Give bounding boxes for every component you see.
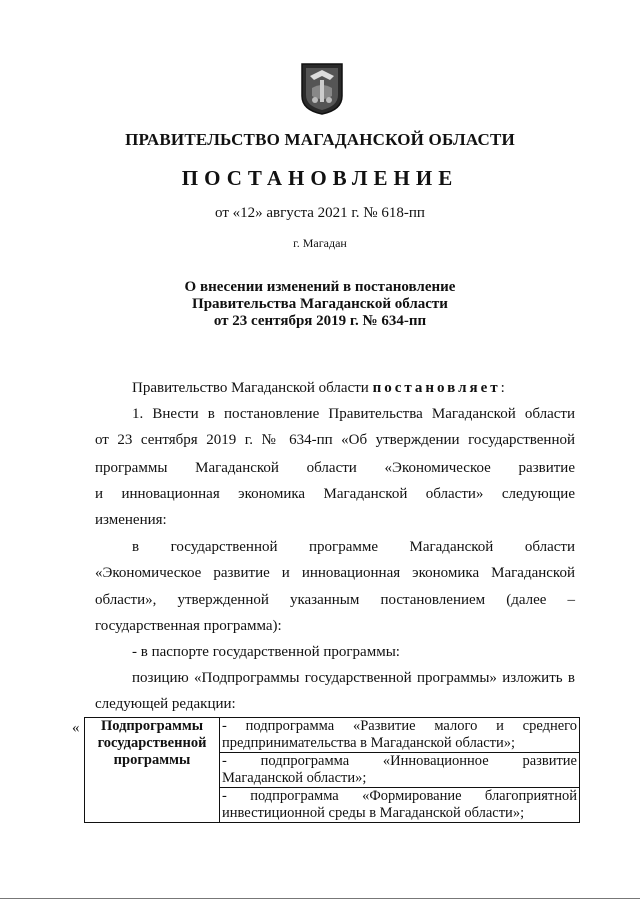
page-bottom-divider	[0, 898, 640, 899]
subprogram-item-line: Магаданской области»;	[222, 770, 367, 786]
subprogram-item-line: - подпрограмма «Инновационное развитие	[222, 753, 577, 769]
subject-line: Правительства Магаданской области	[192, 296, 448, 312]
paragraph-2-line: области», утвержденной указанным постановлением (далее –	[95, 592, 575, 608]
subprogram-item	[220, 753, 580, 788]
intro-prefix: Правительство Магаданской области	[132, 380, 373, 396]
document-date-number: от «12» августа 2021 г. № 618-пп	[215, 205, 425, 221]
paragraph-2-line: «Экономическое развитие и инновационная экономика Магаданской	[95, 565, 575, 581]
paragraph-1-line: 1. Внести в постановление Правительства Магаданской области	[132, 406, 575, 422]
government-title: ПРАВИТЕЛЬСТВО МАГАДАНСКОЙ ОБЛАСТИ	[125, 130, 515, 149]
opening-quote-mark: «	[72, 720, 80, 736]
paragraph-1-line: программы Магаданской области «Экономическое развитие	[95, 460, 575, 476]
heading-line: Подпрограммы	[100, 718, 204, 734]
document-type-title: ПОСТАНОВЛЕНИЕ	[181, 166, 459, 190]
subprogram-item	[220, 788, 580, 823]
intro-suffix: :	[500, 380, 505, 396]
subprograms-table	[84, 717, 580, 823]
paragraph-2-line: в государственной программе Магаданской области	[132, 539, 575, 555]
subprogram-item-line: инвестиционной среды в Магаданской области»;	[222, 805, 525, 821]
table-row	[85, 718, 580, 753]
paragraph-1-line: от 23 сентября 2019 г. № 634-пп «Об утверждении государственной	[95, 432, 575, 448]
subprogram-item	[220, 718, 580, 753]
subject-line: от 23 сентября 2019 г. № 634-пп	[213, 313, 427, 329]
document-subject	[0, 279, 640, 330]
subprogram-item-line: - подпрограмма «Формирование благоприятной	[222, 788, 577, 804]
paragraph-3-line: - в паспорте государственной программы:	[132, 644, 400, 660]
heading-line: государственной	[97, 735, 207, 751]
paragraph-1-line: и инновационная экономика Магаданской области» следующие	[95, 486, 575, 502]
subprogram-item-line: предпринимательства в Магаданской области»;	[222, 735, 516, 751]
document-city: г. Магадан	[293, 236, 347, 250]
paragraph-2-line: государственная программа):	[95, 618, 282, 634]
subprogram-item-line: - подпрограмма «Развитие малого и среднего	[222, 718, 577, 734]
subprograms-heading-cell	[85, 718, 220, 823]
intro-line	[132, 378, 575, 398]
intro-spaced-verb: постановляет	[372, 380, 501, 396]
paragraph-1-line: изменения:	[95, 512, 167, 528]
paragraph-4-line: позицию «Подпрограммы государственной программы» изложить в	[132, 670, 575, 686]
coat-of-arms-emblem	[300, 62, 344, 116]
heading-line: программы	[113, 752, 191, 768]
subject-line: О внесении изменений в постановление	[184, 279, 456, 295]
paragraph-4-line: следующей редакции:	[95, 696, 236, 712]
